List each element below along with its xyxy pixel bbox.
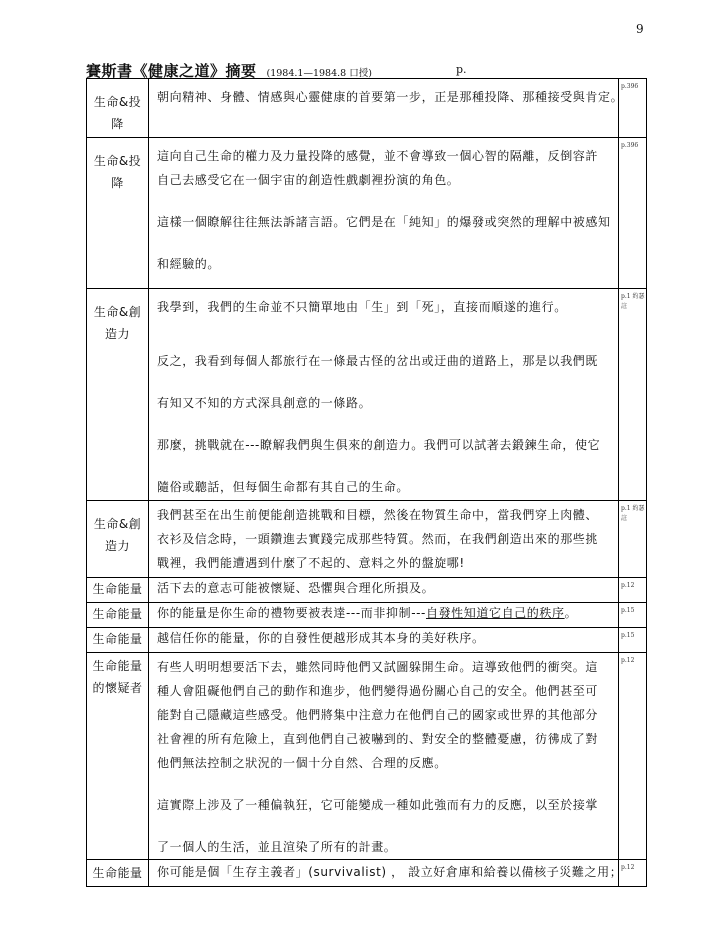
content-cell (149, 578, 619, 603)
content-cell (149, 860, 623, 887)
content-cell (149, 501, 619, 578)
text-segment: 你的能量是你生命的禮物要被表達---而非抑制--- (157, 606, 426, 620)
topic-cell: 生命能量的懷疑者 (87, 653, 149, 860)
topic-cell: 生命&投降 (87, 79, 149, 138)
page-header (86, 60, 646, 80)
text-line: 衣衫及信念時，一頭鑽進去實踐完成那些特質。然而，在我們創造出來的那些挑 (157, 532, 599, 546)
text-line: 自己去感受它在一個宇宙的創造性戲劇裡扮演的角色。 (157, 173, 460, 187)
page-ref: p.396 (619, 79, 647, 138)
text-line: 這樣一個瞭解往往無法訴諸言語。它們是在「純知」的爆發或突然的理解中被感知 (157, 215, 611, 229)
text-line: 能對自己隱藏這些感受。他們將集中注意力在他們自己的國家或世界的其他部分 (157, 708, 599, 722)
text-line: 我學到，我們的生命並不只簡單地由「生」到「死」，直接而順遂的進行。 (157, 300, 567, 314)
page-number: 9 (636, 22, 644, 36)
topic-cell: 生命能量 (87, 603, 149, 628)
text-line: 有知又不知的方式深具創意的一條路。 (157, 396, 372, 410)
text-line: 種人會阻礙他們自己的動作和進步，他們變得過份關心自己的安全。他們甚至可 (157, 684, 599, 698)
text-line: 反之，我看到每個人都旅行在一條最古怪的岔出或迂曲的道路上，那是以我們既 (157, 354, 599, 368)
text-line: 他們無法控制之狀況的一個十分自然、合理的反應。 (157, 756, 447, 770)
text-line: 我們甚至在出生前便能創造挑戰和目標，然後在物質生命中，當我們穿上肉體、 (157, 508, 599, 522)
page-ref: p.12 (619, 578, 647, 603)
text-line: 有些人明明想要活下去，雖然同時他們又試圖躲開生命。這導致他們的衝突。這 (157, 660, 599, 674)
table-row (87, 653, 647, 860)
content-cell (149, 653, 619, 860)
text-line: 社會裡的所有危險上，直到他們自己被嚇到的、對安全的整體憂慮，彷彿成了對 (157, 732, 599, 746)
content-cell (149, 628, 619, 653)
table-row (87, 501, 647, 578)
content-cell (149, 289, 619, 501)
content-cell (149, 603, 619, 628)
page-ref: p.1 約瑟註 (619, 289, 647, 501)
document-title: 賽斯書《健康之道》摘要 (86, 62, 257, 80)
table-row (87, 289, 647, 501)
topic-cell: 生命能量 (87, 860, 149, 887)
topic-cell: 生命&創造力 (87, 289, 149, 501)
page-ref: p.12 (619, 860, 647, 887)
text-line: 隨俗或聽話，但每個生命都有其自己的生命。 (157, 480, 410, 494)
page-ref: p.12 (619, 653, 647, 860)
page-ref: p.15 (619, 628, 647, 653)
table-row (87, 578, 647, 603)
text-line: 那麼，挑戰就在---瞭解我們與生俱來的創造力。我們可以試著去鍛鍊生命，使它 (157, 438, 601, 452)
text-line (157, 603, 612, 624)
table-row (87, 628, 647, 653)
table-row (87, 603, 647, 628)
text-line: 戰裡，我們能遭遇到什麼了不起的、意料之外的盤旋哪! (157, 556, 465, 570)
text-line: 這向自己生命的權力及力量投降的感覺，並不會導致一個心智的隔離，反倒容許 (157, 149, 599, 163)
text-line: 了一個人的生活，並且渲染了所有的計畫。 (157, 840, 397, 854)
table-row (87, 79, 647, 138)
text-line: 朝向精神、身體、情感與心靈健康的首要第一步，正是那種投降、那種接受與肯定。 (157, 90, 624, 104)
text-line: 和經驗的。 (157, 257, 221, 271)
table-row (87, 860, 647, 887)
content-cell (149, 138, 619, 289)
summary-table (86, 78, 647, 887)
text-line: 這實際上涉及了一種偏執狂，它可能變成一種如此強而有力的反應，以至於接掌 (157, 798, 599, 812)
topic-cell: 生命&創造力 (87, 501, 149, 578)
document-subtitle: (1984.1—1984.8 口授) (266, 68, 372, 79)
topic-cell: 生命&投降 (87, 138, 149, 289)
content-cell (149, 79, 624, 138)
text-segment: 。 (564, 606, 578, 620)
page-ref: p.396 (619, 138, 647, 289)
text-line: 越信任你的能量，你的自發性便越形成其本身的美好秩序。 (157, 631, 485, 645)
text-line: 活下去的意志可能被懷疑、恐懼與合理化所損及。 (157, 581, 435, 595)
table-row (87, 138, 647, 289)
page-ref: p.1 約瑟註 (619, 501, 647, 578)
underlined-text: 自發性知道它自己的秩序 (425, 606, 565, 620)
text-line: 你可能是個「生存主義者」(survivalist) ， 設立好倉庫和給養以備核子災難之用； (157, 865, 623, 879)
page-ref: p.15 (619, 603, 647, 628)
topic-cell: 生命能量 (87, 628, 149, 653)
topic-cell: 生命能量 (87, 578, 149, 603)
page-label: p. (456, 63, 467, 76)
